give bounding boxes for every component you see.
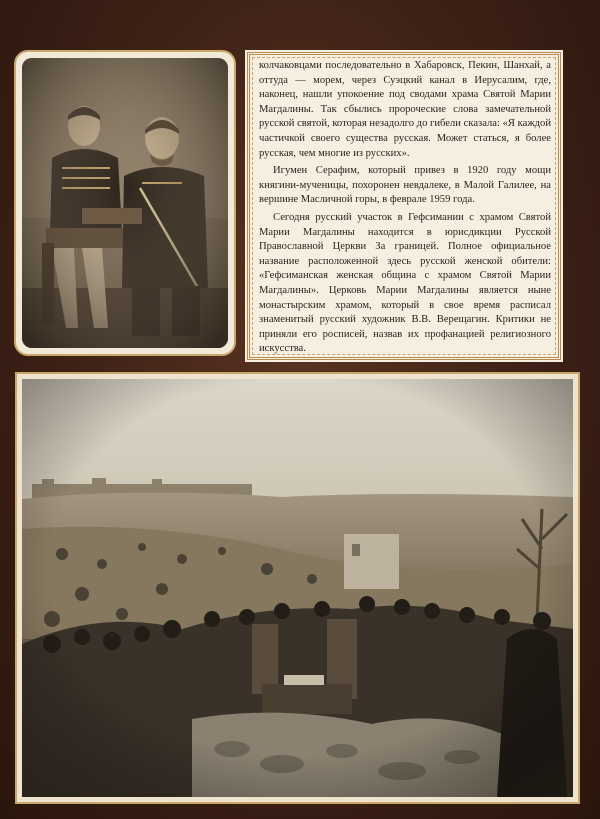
text-panel bbox=[245, 50, 563, 362]
portrait-image bbox=[22, 58, 228, 348]
bottom-photo bbox=[22, 379, 573, 797]
portrait-photo-frame bbox=[14, 50, 236, 356]
paragraph-1: колчаковцами последовательно в Хабаровск, Пекин, Шанхай, а оттуда — морем, через Суэцкий канал в Иерусалим, где, наконец, нашли упокоение под сводами храма Святой Марии Магдалины. Так сбылись пророческие слова замечательной русской святой, которая незадолго до гибели сказала: «Я каждой частичкой своего существа русская. Может статься, я более русская, чем многие из русских». bbox=[259, 60, 551, 159]
portrait-photo bbox=[22, 58, 228, 348]
paragraph-2: Игумен Серафим, который привез в 1920 году мощи княгини-мученицы, похоронен невдалеке, в Малой Галилее, на вершине Масличной горы, в феврале 1959 года. bbox=[259, 165, 551, 206]
bottom-photo-frame bbox=[15, 372, 580, 804]
gethsemane-ceremony-image bbox=[22, 379, 573, 797]
paragraph-3: Сегодня русский участок в Гефсимании с храмом Святой Марии Магдалины находится в юрисдикции Русской Православной Церкви За границей. Полное официальное название расположенной здесь русской женской обители: «Гефсиманская женская община с храмом Святой Марии Магдалины». Церковь Марии Магдалины является ныне монастырским храмом, который в свое время расписал знаменитый русский художник В.В. Верещагин. Критики не приняли его росписей, назвав их профанацией религиозного искусства. bbox=[259, 211, 551, 355]
